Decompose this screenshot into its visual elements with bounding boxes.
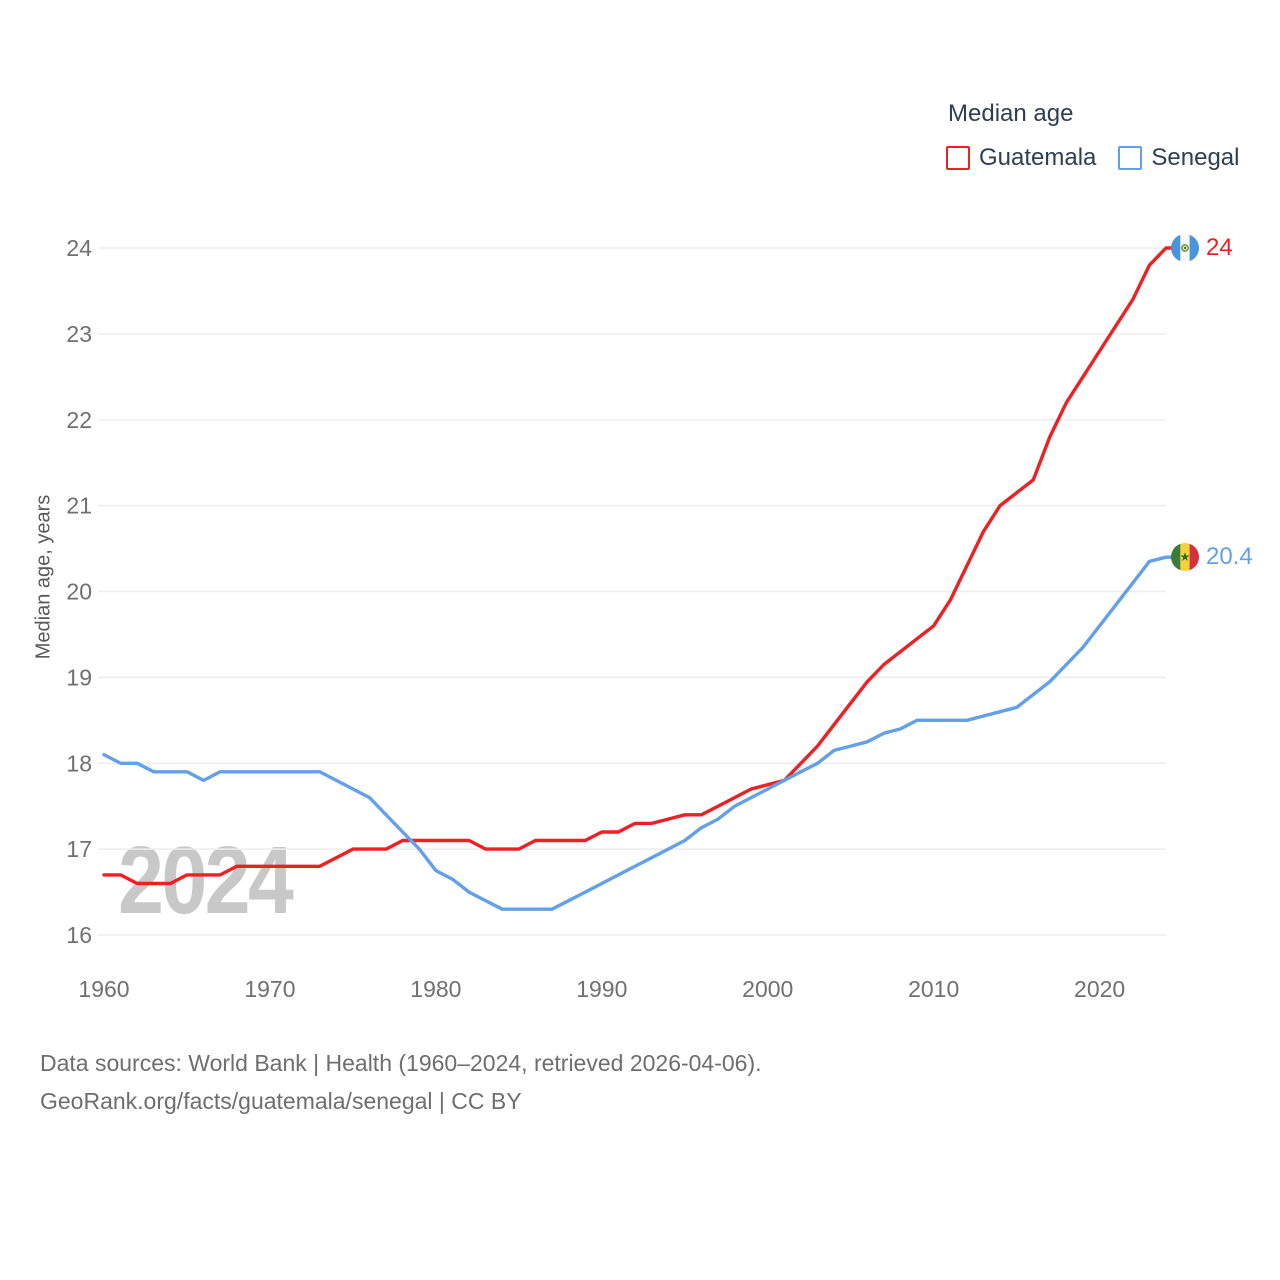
y-tick-label-23: 23 (66, 320, 92, 347)
footer-attribution[interactable]: GeoRank.org/facts/guatemala/senegal | CC BY (40, 1088, 522, 1114)
legend-title: Median age (948, 100, 1074, 127)
guatemala-flag-icon (1171, 234, 1199, 262)
y-tick-label-22: 22 (66, 406, 92, 433)
legend-items-row (946, 144, 1239, 172)
footer-data-sources: Data sources: World Bank | Health (1960–2024, retrieved 2026-04-06). (40, 1050, 762, 1076)
end-label-senegal (1171, 543, 1253, 571)
series-line-senegal[interactable] (104, 557, 1174, 909)
x-tick-label-1980: 1980 (410, 976, 462, 1002)
guatemala-end-value: 24 (1206, 234, 1233, 261)
y-tick-label-21: 21 (66, 492, 92, 519)
series-line-guatemala[interactable] (104, 248, 1174, 884)
senegal-end-value: 20.4 (1206, 543, 1253, 571)
y-tick-label-24: 24 (66, 235, 92, 261)
y-tick-label-17: 17 (66, 836, 92, 863)
watermark-year: 2024 (118, 827, 292, 934)
senegal-swatch-icon (1118, 146, 1142, 170)
y-tick-label-18: 18 (66, 750, 92, 777)
x-tick-label-1970: 1970 (244, 976, 296, 1002)
x-tick-label-2000: 2000 (742, 976, 794, 1002)
x-tick-label-1990: 1990 (576, 976, 628, 1002)
y-tick-label-16: 16 (66, 922, 92, 948)
x-tick-label-2010: 2010 (908, 976, 960, 1002)
y-axis-title: Median age, years (32, 494, 55, 660)
end-label-guatemala (1171, 234, 1233, 262)
y-tick-label-19: 19 (66, 664, 92, 691)
legend (946, 100, 1239, 172)
x-tick-label-1960: 1960 (78, 976, 130, 1002)
legend-label-senegal: Senegal (1151, 144, 1240, 171)
legend-label-guatemala: Guatemala (979, 144, 1097, 171)
legend-item-guatemala[interactable] (946, 144, 1096, 172)
x-tick-label-2020: 2020 (1074, 976, 1126, 1002)
senegal-flag-icon (1171, 543, 1199, 571)
footer (40, 1044, 762, 1120)
y-tick-label-20: 20 (66, 578, 92, 605)
guatemala-swatch-icon (946, 146, 970, 170)
legend-item-senegal[interactable] (1118, 144, 1239, 172)
